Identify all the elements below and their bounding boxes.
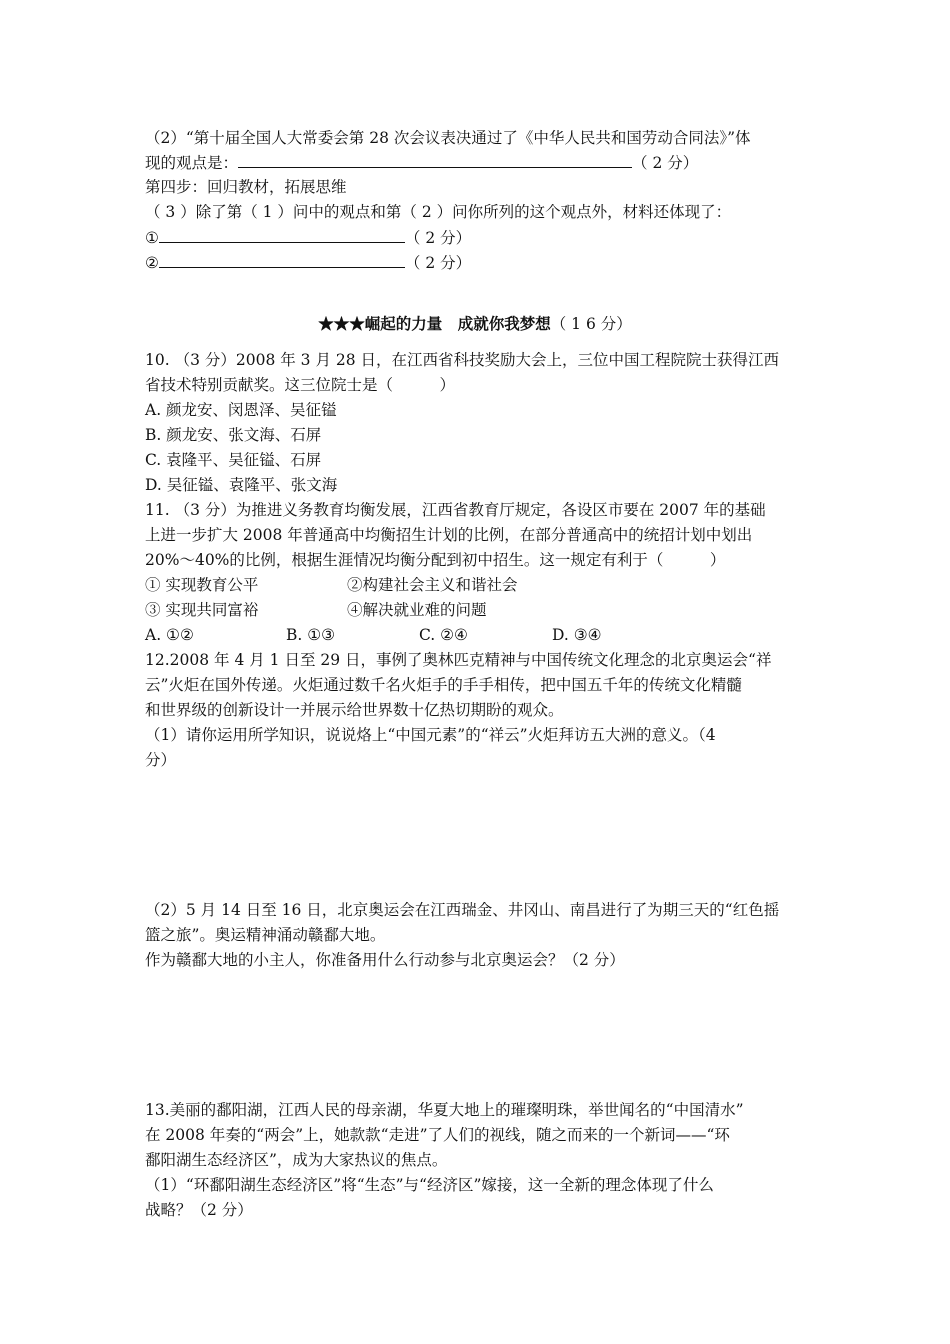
q9-part2-points: （ 2 分） xyxy=(632,154,699,172)
q9-part2-line2 xyxy=(145,152,698,173)
q9-blank2-line xyxy=(145,252,471,273)
q10-option-c[interactable]: C. 袁隆平、吴征镒、石屏 xyxy=(145,451,322,469)
q10-option-b[interactable]: B. 颜龙安、张文海、石屏 xyxy=(145,426,322,444)
section-points: （ 1 6 分） xyxy=(550,315,632,333)
q12-part2-line3: 作为赣鄱大地的小主人，你准备用什么行动参与北京奥运会？（2 分） xyxy=(145,951,625,969)
q11-item-3: ③ 实现共同富裕 xyxy=(145,601,259,619)
q10-option-d[interactable]: D. 吴征镒、袁隆平、张文海 xyxy=(145,476,338,494)
q9-part2-line1: （2）“第十届全国人大常委会第 28 次会议表决通过了《中华人民共和国劳动合同法》”体 xyxy=(145,129,751,147)
q11-item-1: ① 实现教育公平 xyxy=(145,576,259,594)
answer-blank[interactable] xyxy=(159,227,405,243)
circled-one-marker: ① xyxy=(145,229,159,247)
q13-line1: 13.美丽的鄱阳湖，江西人民的母亲湖，华夏大地上的璀璨明珠，举世闻名的“中国清水” xyxy=(145,1101,744,1119)
q13-part1-line1: （1）“环鄱阳湖生态经济区”将“生态”与“经济区”嫁接，这一全新的理念体现了什么 xyxy=(145,1176,714,1194)
q11-option-b[interactable]: B. ①③ xyxy=(286,626,336,644)
q11-item-4: ④解决就业难的问题 xyxy=(347,601,487,619)
q9-part2-prefix: 现的观点是： xyxy=(145,154,239,172)
circled-two-marker: ② xyxy=(145,254,159,272)
q13-part1-line2: 战略？（2 分） xyxy=(145,1201,253,1219)
answer-blank[interactable] xyxy=(238,152,632,168)
q11-item-2: ②构建社会主义和谐社会 xyxy=(347,576,518,594)
q11-option-d[interactable]: D. ③④ xyxy=(552,626,602,644)
q12-line3: 和世界级的创新设计一并展示给世界数十亿热切期盼的观众。 xyxy=(145,701,564,719)
q10-line1: 10. （3 分）2008 年 3 月 28 日，在江西省科技奖励大会上，三位中国工程院院士获得江西 xyxy=(145,351,780,369)
q11-line2: 上进一步扩大 2008 年普通高中均衡招生计划的比例，在部分普通高中的统招计划中划出 xyxy=(145,526,753,544)
q12-part2-line2: 篮之旅”。奥运精神涌动赣鄱大地。 xyxy=(145,926,386,944)
q12-line2: 云”火炬在国外传递。火炬通过数千名火炬手的手手相传，把中国五千年的传统文化精髓 xyxy=(145,676,742,694)
q12-part2-line1: （2）5 月 14 日至 16 日，北京奥运会在江西瑞金、井冈山、南昌进行了为期三天的“红色摇 xyxy=(145,901,780,919)
q11-option-c[interactable]: C. ②④ xyxy=(419,626,468,644)
q10-line2: 省技术特别贡献奖。这三位院士是（ ） xyxy=(145,376,456,394)
q11-option-a[interactable]: A. ①② xyxy=(145,626,194,644)
q11-line3: 20%～40%的比例，根据生涯情况均衡分配到初中招生。这一规定有利于（ ） xyxy=(145,551,726,569)
q12-part1-line2: 分） xyxy=(145,751,177,769)
q9-part3: （ 3 ）除了第（ 1 ）问中的观点和第（ 2 ）问你所列的这个观点外，材料还体现了： xyxy=(145,203,732,221)
q13-line2: 在 2008 年奏的“两会”上，她款款“走进”了人们的视线，随之而来的一个新词——“环 xyxy=(145,1126,730,1144)
q9-blank1-line xyxy=(145,227,471,248)
q13-line3: 鄱阳湖生态经济区”，成为大家热议的焦点。 xyxy=(145,1151,448,1169)
q10-option-a[interactable]: A. 颜龙安、闵恩泽、吴征镒 xyxy=(145,401,337,419)
q12-part1-line1: （1）请你运用所学知识，说说烙上“中国元素”的“祥云”火炬拜访五大洲的意义。（4 xyxy=(145,726,716,744)
q9-blank2-points: （ 2 分） xyxy=(404,254,472,272)
section-title-text: ★★★崛起的力量 成就你我梦想 xyxy=(318,314,551,333)
q12-line1: 12.2008 年 4 月 1 日至 29 日，事例了奥林匹克精神与中国传统文化理念的北京奥运会“祥 xyxy=(145,651,772,669)
q11-line1: 11. （3 分）为推进义务教育均衡发展，江西省教育厅规定，各设区市要在 2007 年的基础 xyxy=(145,501,766,519)
q9-blank1-points: （ 2 分） xyxy=(404,229,472,247)
q9-step4: 第四步：回归教材，拓展思维 xyxy=(145,178,347,196)
answer-blank[interactable] xyxy=(159,252,405,268)
section-title xyxy=(0,314,950,334)
